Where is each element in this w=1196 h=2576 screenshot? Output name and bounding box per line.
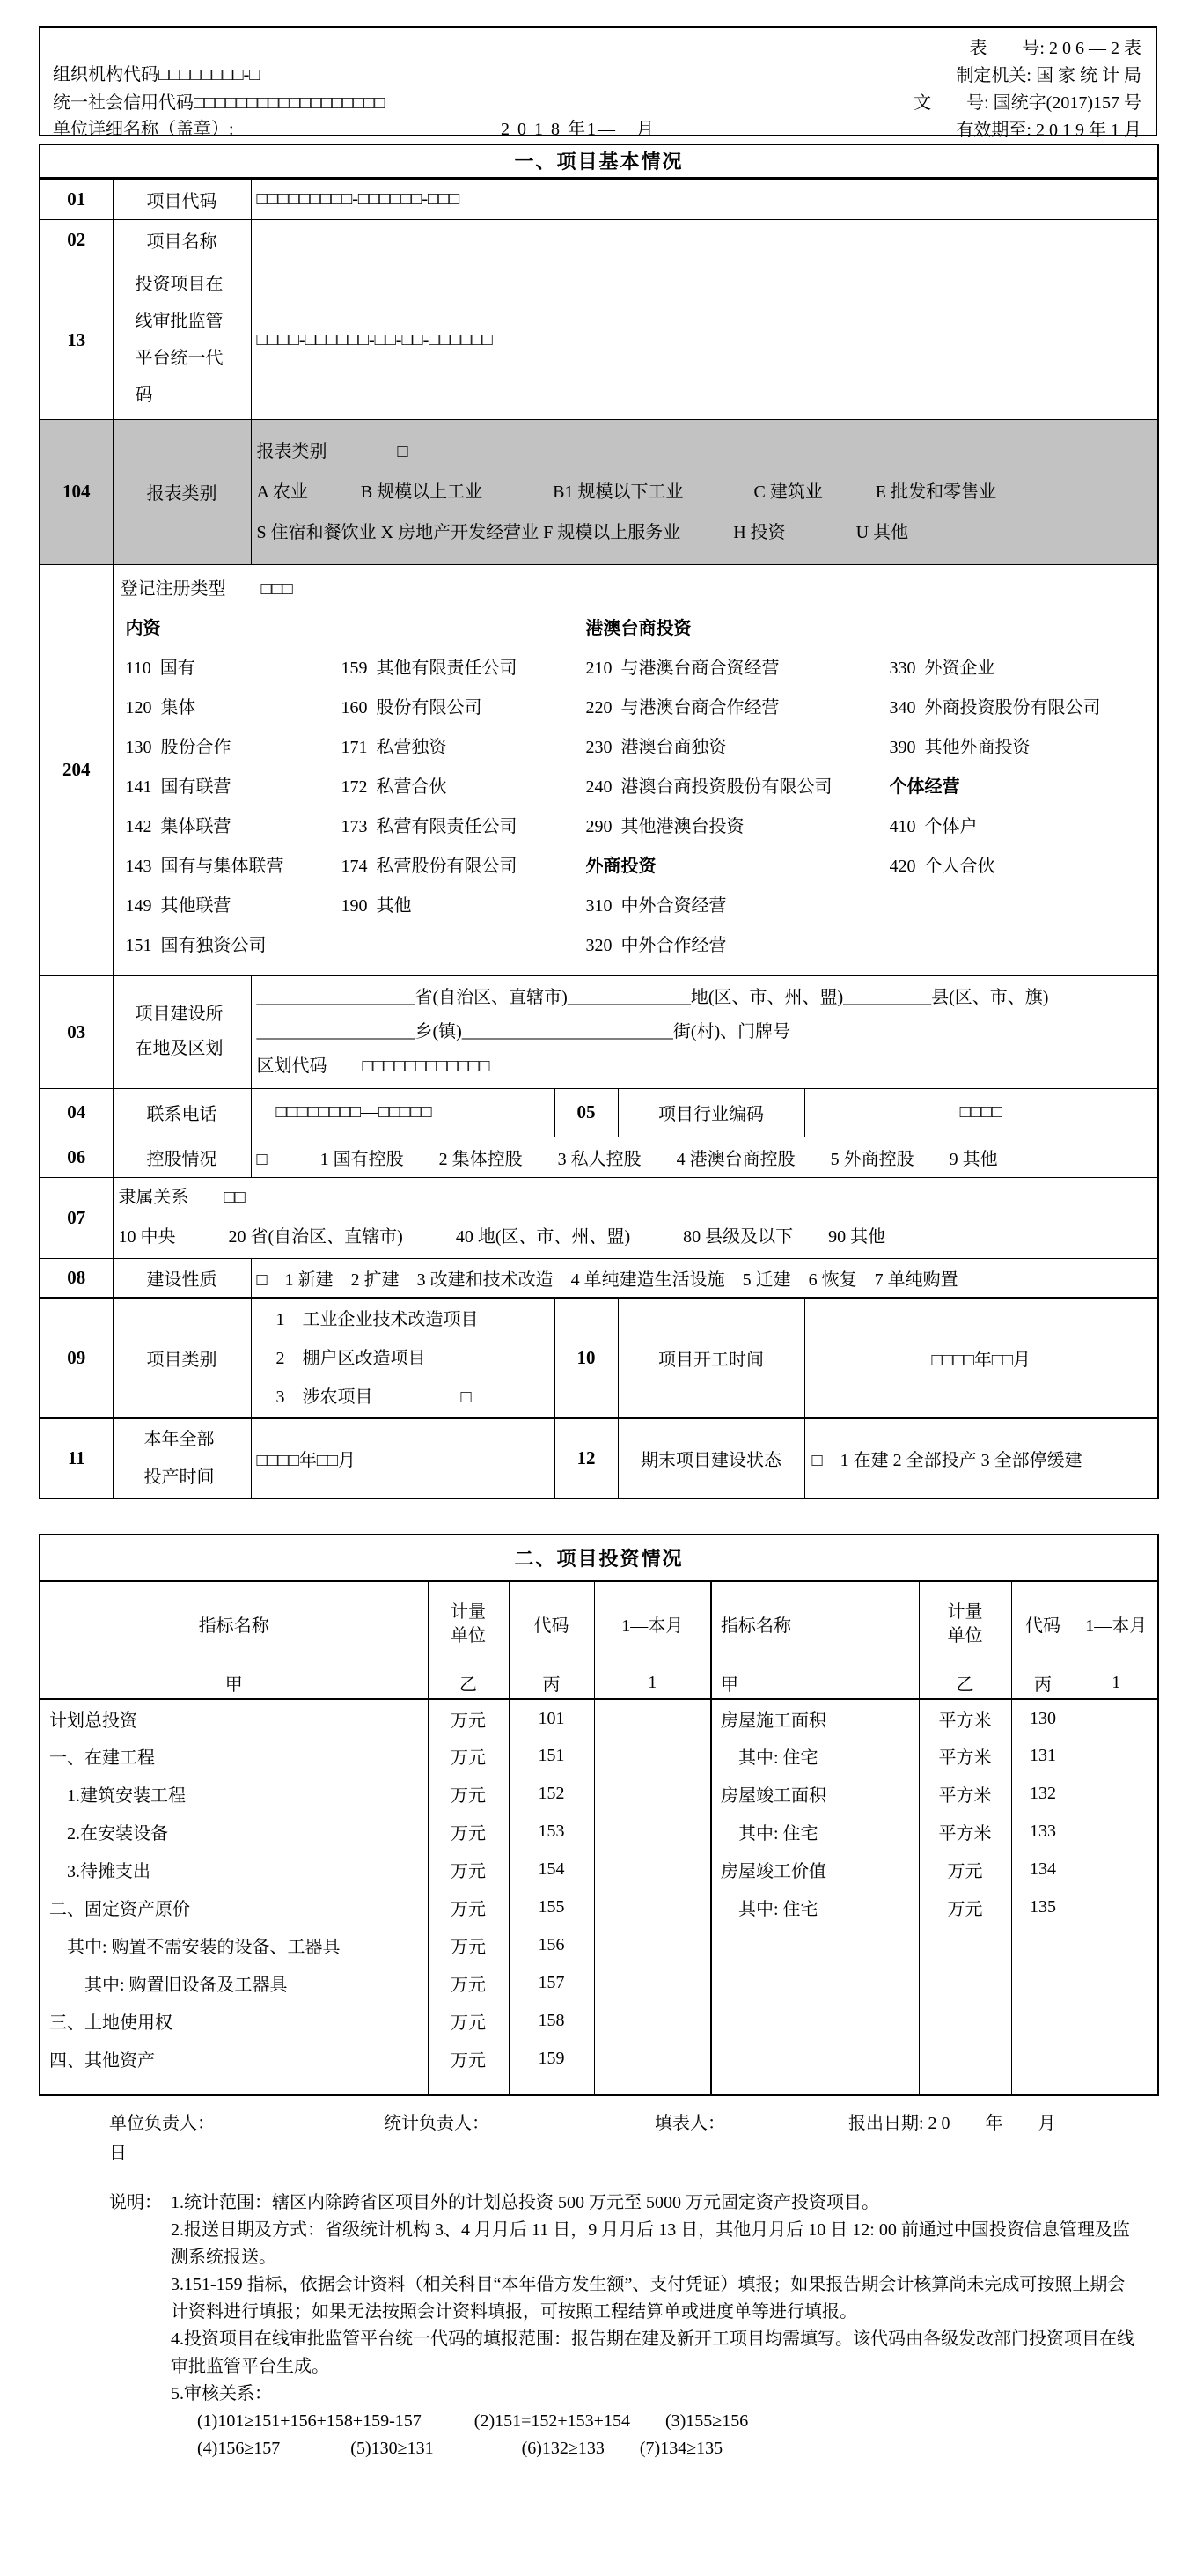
production-date-field[interactable]: □□□□年□□月 [251,1418,554,1498]
org-code-field[interactable]: 组织机构代码□□□□□□□□-□ [53,65,260,85]
value-cell[interactable] [594,1813,711,1851]
note-item: (1)101≥151+156+158+159-157 (2)151=152+153+154 (3)155≥156 [197,2411,749,2431]
code-cell [1011,2002,1075,2040]
row-label: 期末项目建设状态 [618,1418,804,1498]
registration-type-option: 310 中外合资经营 [585,895,727,916]
code-cell: 157 [509,1964,594,2002]
row-label: 投资项目在线审批监管平台统一代码 [113,261,251,419]
affiliation-cell [113,1177,1158,1258]
unit-cell: 万元 [428,1775,509,1813]
t2-row [40,1699,1158,1737]
notes-list [171,2190,1140,2462]
project-investment-table [39,1534,1159,2096]
t2-subheader-row [40,1667,1158,1699]
col-header: 计量单位 [919,1581,1011,1667]
indicator-name: 其中: 购置不需安装的设备、工器具 [40,1926,428,1964]
registration-type-option: 内资 [125,618,161,638]
col-subheader: 甲 [711,1667,919,1699]
t2-filler-row [40,2078,1158,2095]
row-code: 07 [40,1177,113,1258]
row-report-category [40,419,1158,564]
value-cell[interactable] [1075,1888,1158,1926]
registration-type-option [890,887,1158,926]
registration-type-option: 390 其他外商投资 [889,737,1031,757]
report-category-line3: S 住宿和餐饮业 X 房地产开发经营业 F 规模以上服务业 H 投资 U 其他 [256,522,909,542]
registration-type-option [890,609,1158,649]
col-subheader: 丙 [1011,1667,1075,1699]
row-production-status [40,1418,1158,1498]
registration-type-option: 410 个体户 [889,816,978,836]
col-header: 指标名称 [711,1581,919,1667]
affiliation-box[interactable]: 隶属关系 □□ [118,1188,246,1207]
col-header: 代码 [1011,1581,1075,1667]
value-cell[interactable] [1075,1737,1158,1775]
note-item: 5.审核关系： [171,2384,272,2403]
col-subheader: 1 [594,1667,711,1699]
registration-type-option: 173 私营有限责任公司 [341,816,517,836]
code-cell: 132 [1011,1775,1075,1813]
registration-type-grid [117,609,1158,966]
t2-row [40,1851,1158,1888]
registration-type-option: 220 与港澳台商合作经营 [585,697,780,718]
code-cell: 135 [1011,1888,1075,1926]
indicator-name: 其中: 购置旧设备及工器具 [40,1964,428,2002]
note-item: 4.投资项目在线审批监管平台统一代码的填报范围：报告期在建及新开工项目均需填写。该代码由各级发改部门投资项目在线审批监管平台生成。 [171,2329,1134,2376]
category-item: 1 工业企业技术改造项目 [275,1309,479,1329]
empty-cell [919,2078,1011,2095]
indicator-name: 三、土地使用权 [40,2002,428,2040]
row-label: 项目建设所在地及区划 [113,975,251,1088]
row-project-category [40,1298,1158,1418]
row-registration-type [40,564,1158,975]
registration-type-option: 290 其他港澳台投资 [585,816,745,836]
t2-row [40,1888,1158,1926]
unit-cell: 万元 [428,2002,509,2040]
row-project-name [40,219,1158,261]
col-header: 1—本月 [1075,1581,1158,1667]
row-code: 02 [40,219,113,261]
unit-head-label: 单位负责人： [109,2114,215,2133]
code-cell: 101 [509,1699,594,1737]
t2-row [40,2002,1158,2040]
row-label: 建设性质 [113,1258,251,1298]
row-label: 项目行业编码 [618,1088,804,1137]
col-subheader: 乙 [919,1667,1011,1699]
t2-header-row [40,1581,1158,1667]
registration-type-option: 210 与港澳台商合资经营 [585,658,780,678]
row-label: 项目名称 [113,219,251,261]
form-header [39,26,1157,140]
registration-type-option: 149 其他联营 [125,895,231,916]
indicator-name: 2.在安装设备 [40,1813,428,1851]
registration-type-option: 143 国有与集体联营 [125,856,284,876]
signature-footer [39,2105,1157,2167]
registration-type-option: 330 外资企业 [889,658,995,678]
row-code: 05 [554,1088,618,1137]
registration-type-option: 174 私营股份有限公司 [341,856,517,876]
indicator-name: 1.建筑安装工程 [40,1775,428,1813]
empty-cell [1075,2078,1158,2095]
t2-row [40,1813,1158,1851]
registration-type-option: 160 股份有限公司 [341,697,482,718]
indicator-name: 其中: 住宅 [711,1813,919,1851]
registration-type-option: 110 国有 [125,658,195,678]
row-label: 报表类别 [113,419,251,564]
t2-row [40,1964,1158,2002]
row-label: 联系电话 [113,1088,251,1137]
construction-nature-options[interactable]: □ 1 新建 2 扩建 3 改建和技术改造 4 单纯建造生活设施 5 迁建 6 恢复 7 单纯购置 [251,1258,1158,1298]
registration-type-option: 320 中外合作经营 [585,935,727,955]
col-subheader: 乙 [428,1667,509,1699]
unit-cell: 平方米 [919,1813,1011,1851]
empty-cell [40,2078,428,2095]
location-line1[interactable]: __________________省(自治区、直辖市)______________地(区、市、州、盟)__________县(区、市、旗) [256,987,1049,1007]
registration-type-option: 240 港澳台商投资股份有限公司 [585,776,833,797]
value-cell[interactable] [594,1926,711,1964]
value-cell[interactable] [1075,1964,1158,2002]
value-cell[interactable] [594,1775,711,1813]
location-line2[interactable]: __________________乡(镇)________________________街(村)、门牌号 [256,1021,791,1041]
row-label: 项目代码 [113,178,251,219]
note-item: (4)156≥157 (5)130≥131 (6)132≥133 (7)134≥135 [197,2439,723,2458]
code-cell: 159 [509,2040,594,2078]
row-code: 01 [40,178,113,219]
value-cell[interactable] [1075,1775,1158,1813]
code-cell [1011,1926,1075,1964]
code-cell: 158 [509,2002,594,2040]
row-construction-nature [40,1258,1158,1298]
value-cell[interactable] [594,1851,711,1888]
value-cell[interactable] [594,1888,711,1926]
preparer-label: 填表人： [655,2114,725,2133]
unit-cell: 万元 [428,1888,509,1926]
unit-cell [919,2040,1011,2078]
col-header: 代码 [509,1581,594,1667]
code-cell: 133 [1011,1813,1075,1851]
unit-cell: 万元 [428,2040,509,2078]
project-category-options [251,1298,554,1418]
affiliation-options: 10 中央 20 省(自治区、直辖市) 40 地(区、市、州、盟) 80 县级及以下 90 其他 [118,1227,886,1247]
t2-row [40,1775,1158,1813]
row-code: 03 [40,975,113,1088]
indicator-name [711,1926,919,1964]
indicator-name: 房屋竣工面积 [711,1775,919,1813]
unit-cell [919,1926,1011,1964]
row-label: 本年全部投产时间 [113,1418,251,1498]
registration-type-option [890,926,1158,966]
registration-type-option: 120 集体 [125,697,196,718]
unit-cell: 万元 [428,1813,509,1851]
row-label: 项目类别 [113,1298,251,1418]
t2-row [40,2040,1158,2078]
registration-type-option: 港澳台商投资 [585,618,692,638]
value-cell[interactable] [594,1699,711,1737]
form-number: 表 号: 2 0 6 — 2 表 [969,39,1141,58]
location-fields[interactable] [251,975,1158,1088]
code-cell: 152 [509,1775,594,1813]
indicator-name: 其中: 住宅 [711,1737,919,1775]
registration-type-option [341,926,586,966]
row-code: 09 [40,1298,113,1418]
indicator-name: 二、固定资产原价 [40,1888,428,1926]
unit-name-label: 单位详细名称（盖章）: [53,120,234,139]
registration-type-option: 141 国有联营 [125,776,231,797]
value-cell[interactable] [594,2040,711,2078]
notes-prefix: 说明： [109,2193,162,2212]
code-cell: 151 [509,1737,594,1775]
value-cell[interactable] [1075,1851,1158,1888]
t2-body [40,1699,1158,2095]
registration-type-option: 340 外商投资股份有限公司 [889,697,1101,718]
col-header: 1—本月 [594,1581,711,1667]
code-cell: 156 [509,1926,594,1964]
value-cell[interactable] [1075,1926,1158,1964]
empty-cell [594,2078,711,2095]
registration-type-option: 230 港澳台商独资 [585,737,727,757]
empty-cell [428,2078,509,2095]
value-cell[interactable] [594,1964,711,2002]
row-code: 12 [554,1418,618,1498]
issuing-agency: 制定机关: 国 家 统 计 局 [956,66,1141,85]
row-project-code [40,178,1158,219]
row-phone-industry [40,1088,1158,1137]
registration-type-option: 个体经营 [889,776,960,797]
code-cell: 155 [509,1888,594,1926]
document-number: 文 号: 国统字(2017)157 号 [914,93,1141,113]
report-period: 2 0 1 8 年1— 月 [501,120,656,139]
row-code: 04 [40,1088,113,1137]
row-label: 项目开工时间 [618,1298,804,1418]
indicator-name [711,2002,919,2040]
report-category-line2: A 农业 B 规模以上工业 B1 规模以下工业 C 建筑业 E 批发和零售业 [256,482,997,502]
value-cell[interactable] [1075,2002,1158,2040]
code-cell: 154 [509,1851,594,1888]
report-date-day: 日 [109,2144,127,2163]
report-date-label: 报出日期: 2 0 年 月 [848,2114,1056,2133]
platform-code-field[interactable]: □□□□-□□□□□□-□□-□□-□□□□□□ [251,261,1158,419]
unit-cell: 万元 [428,1851,509,1888]
project-code-field[interactable]: □□□□□□□□□-□□□□□□-□□□ [251,178,1158,219]
col-subheader: 丙 [509,1667,594,1699]
registration-type-option [341,609,586,649]
project-name-field[interactable] [251,219,1158,261]
district-code-box[interactable]: 区划代码 □□□□□□□□□□□□ [256,1056,490,1076]
phone-field[interactable]: □□□□□□□□—□□□□□ [251,1088,554,1137]
category-item: 2 棚户区改造项目 [275,1348,426,1368]
code-cell: 130 [1011,1699,1075,1737]
registration-type-option: 172 私营合伙 [341,776,447,797]
indicator-name: 房屋竣工价值 [711,1851,919,1888]
row-platform-code [40,261,1158,419]
stats-head-label: 统计负责人： [384,2114,489,2133]
value-cell[interactable] [1075,1813,1158,1851]
unit-cell [919,1964,1011,2002]
holding-status-options[interactable]: □ 1 国有控股 2 集体控股 3 私人控股 4 港澳台商控股 5 外商控股 9 其他 [251,1137,1158,1177]
code-cell: 153 [509,1813,594,1851]
registration-type-option: 142 集体联营 [125,816,231,836]
registration-type-option: 159 其他有限责任公司 [341,658,517,678]
row-affiliation [40,1177,1158,1258]
credit-code-field[interactable]: 统一社会信用代码□□□□□□□□□□□□□□□□□□ [53,93,385,113]
indicator-name: 四、其他资产 [40,2040,428,2078]
unit-cell: 平方米 [919,1699,1011,1737]
unit-cell: 万元 [919,1888,1011,1926]
code-cell [1011,1964,1075,2002]
category-item-box[interactable]: 3 涉农项目 □ [275,1387,472,1407]
row-code: 13 [40,261,113,419]
note-item: 1.统计范围：辖区内除跨省区项目外的计划总投资 500 万元至 5000 万元固定资产投资项目。 [171,2193,879,2212]
section2-title: 二、项目投资情况 [40,1535,1158,1581]
unit-cell [919,2002,1011,2040]
construction-status-options[interactable]: □ 1 在建 2 全部投产 3 全部停缓建 [804,1418,1158,1498]
value-cell[interactable] [594,2002,711,2040]
row-code: 204 [40,564,113,975]
industry-code-field[interactable]: □□□□ [804,1088,1158,1137]
report-category-options [251,419,1158,564]
empty-cell [1011,2078,1075,2095]
indicator-name: 其中: 住宅 [711,1888,919,1926]
registration-type-option: 外商投资 [585,856,657,876]
t2-row [40,1737,1158,1775]
indicator-name [711,2040,919,2078]
col-header: 计量单位 [428,1581,509,1667]
registration-type-option: 171 私营独资 [341,737,447,757]
report-category-box[interactable]: 报表类别 □ [256,441,408,461]
t2-row [40,1926,1158,1964]
row-code: 104 [40,419,113,564]
code-cell: 131 [1011,1737,1075,1775]
unit-cell: 万元 [428,1737,509,1775]
unit-cell: 平方米 [919,1737,1011,1775]
unit-cell: 万元 [428,1699,509,1737]
registration-type-option: 151 国有独资公司 [125,935,267,955]
col-subheader: 1 [1075,1667,1158,1699]
notes-section [39,2190,1157,2462]
registration-type-option: 130 股份合作 [125,737,231,757]
value-cell[interactable] [594,1737,711,1775]
code-cell [1011,2040,1075,2078]
valid-until: 有效期至: 2 0 1 9 年 1 月 [956,121,1141,140]
indicator-name: 房屋施工面积 [711,1699,919,1737]
row-location [40,975,1158,1088]
code-cell: 134 [1011,1851,1075,1888]
registration-type-box[interactable]: 登记注册类型 □□□ [120,578,293,599]
value-cell[interactable] [1075,2040,1158,2078]
value-cell[interactable] [1075,1699,1158,1737]
note-item: 2.报送日期及方式：省级统计机构 3、4 月月后 11 日，9 月月后 13 日，其他月月后 10 日 12: 00 前通过中国投资信息管理及监测系统报送。 [171,2220,1130,2267]
row-code: 10 [554,1298,618,1418]
indicator-name [711,1964,919,2002]
unit-cell: 万元 [428,1964,509,2002]
registration-type-option: 420 个人合伙 [889,856,995,876]
row-code: 06 [40,1137,113,1177]
col-subheader: 甲 [40,1667,428,1699]
note-item: 3.151-159 指标，依据会计资料（相关科目“本年借方发生额”、支付凭证）填报；如果报告期会计核算尚未完成可按照上期会计资料进行填报；如果无法按照会计资料填报，可按照工程结算单或进度单等进行填报。 [171,2275,1126,2322]
col-header: 指标名称 [40,1581,428,1667]
indicator-name: 计划总投资 [40,1699,428,1737]
section1-title: 一、项目基本情况 [40,144,1158,178]
row-holding-status [40,1137,1158,1177]
project-basic-info-table [39,144,1159,1499]
row-label: 控股情况 [113,1137,251,1177]
row-code: 11 [40,1418,113,1498]
registration-type-cell [113,564,1158,975]
row-code: 08 [40,1258,113,1298]
empty-cell [711,2078,919,2095]
unit-cell: 万元 [919,1851,1011,1888]
registration-type-option: 190 其他 [341,895,412,916]
indicator-name: 一、在建工程 [40,1737,428,1775]
empty-cell [509,2078,594,2095]
indicator-name: 3.待摊支出 [40,1851,428,1888]
unit-cell: 万元 [428,1926,509,1964]
unit-cell: 平方米 [919,1775,1011,1813]
start-date-field[interactable]: □□□□年□□月 [804,1298,1158,1418]
